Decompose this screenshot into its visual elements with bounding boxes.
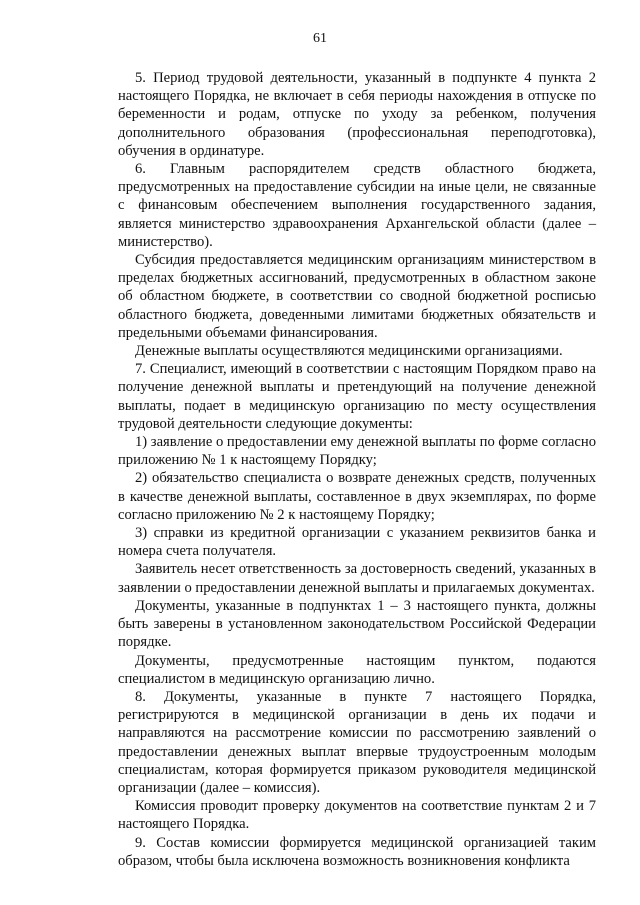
paragraph-6: 6. Главным распорядителем средств областного бюджета, предусмотренных на предоставление субсидии на иные цели, не связанные с финансовым обеспечением выполнения государственного задания, является министерство здравоохранения Архангельской области (далее – министерство).: [118, 161, 596, 250]
paragraph-payments: Денежные выплаты осуществляются медицинскими организациями.: [135, 343, 563, 360]
paragraph-7: 7. Специалист, имеющий в соответствии с настоящим Порядком право на получение денежной выплаты и претендующий на получение денежной выплаты, подает в медицинскую организацию по месту осуществления трудовой деятельности следующие документы:: [118, 361, 596, 432]
paragraph-subsidy: Субсидия предоставляется медицинским организациям министерством в пределах бюджетных ассигнований, предусмотренных в областном законе об областном бюджете, в соответствии со сводной бюджетной росписью областного бюджета, доведенными лимитами бюджетных обязательств и предельными объемами финансирования.: [118, 252, 596, 341]
paragraph-commission-check: Комиссия проводит проверку документов на соответствие пунктам 2 и 7 настоящего Порядка.: [118, 798, 596, 833]
page-number: 61: [313, 31, 327, 46]
paragraph-9: 9. Состав комиссии формируется медицинской организацией таким образом, чтобы была исключена возможность возникновения конфликта: [118, 834, 596, 869]
list-item-1: 1) заявление о предоставлении ему денежной выплаты по форме согласно приложению № 1 к настоящему Порядку;: [118, 434, 596, 469]
paragraph-8: 8. Документы, указанные в пункте 7 настоящего Порядка, регистрируются в медицинской организации в день их подачи и направляются на рассмотрение комиссии по рассмотрению заявлений о предоставлении денежных выплат впервые трудоустроенным молодым специалистам, которая формируется приказом руководителя медицинской организации (далее – комиссия).: [118, 688, 596, 796]
list-item-3: 3) справки из кредитной организации с указанием реквизитов банка и номера счета получателя.: [118, 525, 596, 560]
paragraph-5: 5. Период трудовой деятельности, указанный в подпункте 4 пункта 2 настоящего Порядка, не включает в себя периоды нахождения в отпуске по беременности и родам, отпуске по уходу за ребенком, получения дополнительного образования (профессиональная переподготовка), обучения в ординатуре.: [118, 70, 596, 159]
list-item-2: 2) обязательство специалиста о возврате денежных средств, полученных в качестве денежной выплаты, составленное в двух экземплярах, по форме согласно приложению № 2 к настоящему Порядку;: [118, 470, 596, 523]
paragraph-submission: Документы, предусмотренные настоящим пунктом, подаются специалистом в медицинскую организацию лично.: [118, 652, 596, 687]
paragraph-certification: Документы, указанные в подпунктах 1 – 3 настоящего пункта, должны быть заверены в установленном законодательством Российской Федерации порядке.: [118, 597, 596, 651]
document-body: [118, 69, 596, 870]
paragraph-responsibility: Заявитель несет ответственность за достоверность сведений, указанных в заявлении о предоставлении денежной выплаты и прилагаемых документах.: [118, 561, 596, 596]
